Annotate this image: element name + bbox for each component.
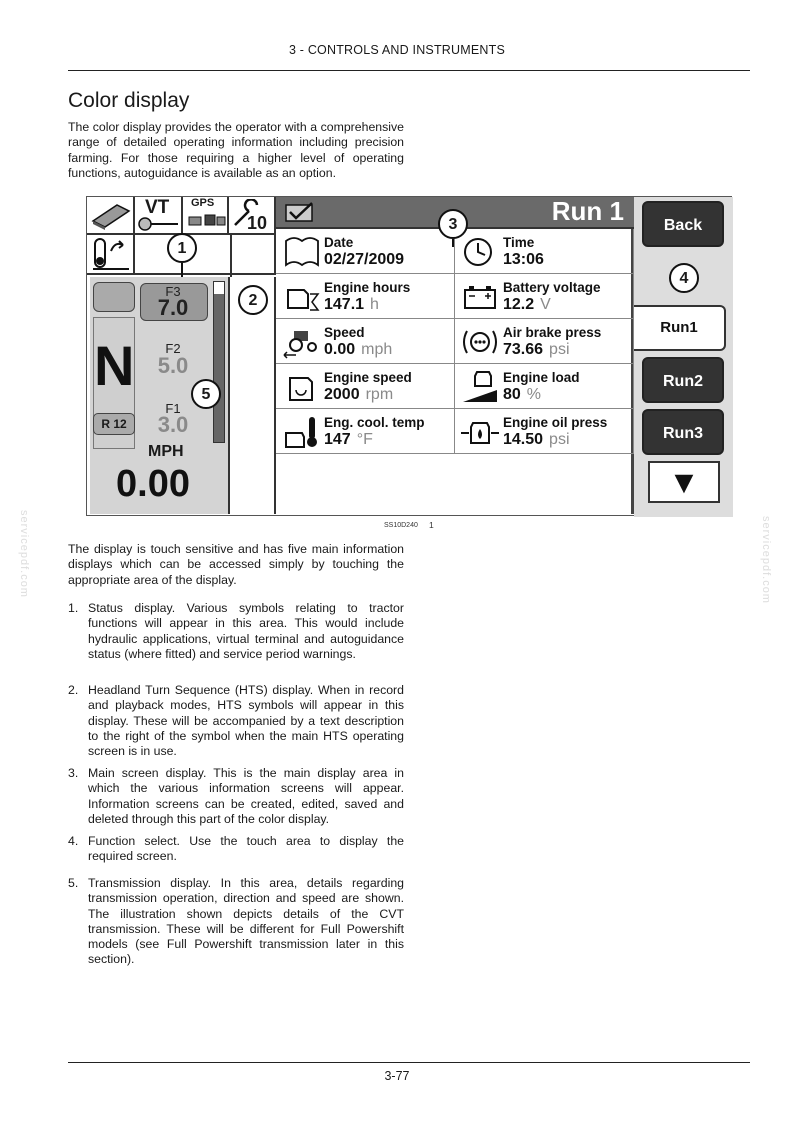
list-item-number: 4.: [68, 834, 79, 848]
status-divider: [230, 235, 232, 277]
info-cell-speed[interactable]: [276, 319, 455, 364]
screen-title: Run 1: [551, 196, 624, 226]
hydraulic-tool-icon: [89, 199, 133, 233]
range-badge: R 12: [93, 413, 135, 435]
run1-tab[interactable]: Run1: [634, 305, 726, 351]
time-label: Time: [503, 235, 535, 250]
oil-pressure-unit: psi: [549, 431, 570, 448]
key-icon: [136, 214, 182, 234]
run2-button[interactable]: Run2: [642, 357, 724, 403]
engine-load-icon: [461, 370, 499, 404]
battery-value: 12.2: [503, 296, 535, 313]
page-number: 3-77: [384, 1069, 410, 1083]
air-brake-label: Air brake press: [503, 325, 602, 340]
engine-hours-label: Engine hours: [324, 280, 411, 295]
list-item: [68, 876, 404, 968]
list-item-text: Transmission display. In this area, details regarding transmission operation, direction and speed are shown. The illustration shown depicts details of the CVT transmission. These will be different for Full Powershift models (see Full Powershift transmission later in this section).: [88, 876, 404, 967]
intro-paragraph: The color display provides the operator with a comprehensive range of detailed operating information including precision farming. For those requiring a higher level of operating functions, autoguidance is available as an option.: [68, 120, 404, 180]
status-cell-hydraulic: [87, 197, 135, 235]
coolant-label: Eng. cool. temp: [324, 415, 425, 430]
callout-1-leader: [181, 263, 183, 277]
engine-speed-icon: [282, 370, 320, 404]
battery-icon: [461, 280, 499, 314]
air-brake-icon: [461, 325, 499, 359]
header-rule: [68, 70, 750, 71]
footer-rule: [68, 1062, 750, 1063]
battery-unit: V: [540, 296, 551, 313]
gear-f2-name: F2: [165, 341, 181, 356]
battery-label: Battery voltage: [503, 280, 601, 295]
info-cell-time[interactable]: [455, 229, 634, 274]
forward-indicator: [93, 282, 135, 312]
figure-number: 1: [429, 520, 434, 530]
status-cell-service: [229, 197, 276, 235]
run3-button[interactable]: Run3: [642, 409, 724, 455]
gps-label: GPS: [191, 197, 215, 209]
speed-bar-fill: [214, 294, 224, 442]
air-brake-value: 73.66: [503, 341, 544, 358]
list-item: [68, 766, 404, 827]
callout-2: 2: [238, 285, 268, 315]
date-label: Date: [324, 235, 354, 250]
callout-3-leader: [452, 239, 454, 247]
engine-hours-unit: h: [370, 296, 379, 313]
info-cell-oil-pressure[interactable]: [455, 409, 634, 454]
gear-f2-value: 5.0: [157, 353, 189, 378]
figure-code: SS10D240: [384, 522, 418, 529]
callout-1: 1: [167, 233, 197, 263]
main-screen-area[interactable]: [276, 229, 634, 514]
info-cell-battery[interactable]: [455, 274, 634, 319]
direction-letter: N: [94, 334, 135, 397]
engine-speed-label: Engine speed: [324, 370, 412, 385]
speed-readout: 0.00: [116, 463, 190, 505]
callout-4: 4: [669, 263, 699, 293]
info-cell-date[interactable]: [276, 229, 455, 274]
engine-speed-value: 2000: [324, 386, 360, 403]
list-item: [68, 683, 404, 759]
coolant-unit: °F: [356, 431, 373, 448]
gear-f1-name: F1: [165, 401, 181, 416]
watermark-left: servicepdf.com: [18, 510, 30, 598]
hitch-lever-icon: [89, 235, 133, 273]
list-item-number: 1.: [68, 601, 79, 615]
engine-load-unit: %: [526, 386, 542, 403]
gear-f3-name: F3: [165, 284, 181, 299]
list-item: [68, 834, 404, 865]
coolant-value: 147: [324, 431, 351, 448]
info-cell-engine-speed[interactable]: [276, 364, 455, 409]
oil-pressure-icon: [461, 415, 499, 449]
vt-label: VT: [145, 197, 170, 218]
info-cell-air-brake[interactable]: [455, 319, 634, 364]
tractor-speed-icon: [282, 325, 320, 359]
gear-f1-value: 3.0: [157, 412, 189, 437]
gear-f3-value: 7.0: [157, 295, 189, 320]
list-item: [68, 601, 404, 662]
satellite-icon: [185, 209, 227, 233]
speed-cell-unit: mph: [361, 341, 393, 358]
info-cell-engine-hours[interactable]: [276, 274, 455, 319]
time-value: 13:06: [503, 251, 544, 268]
callout-3: 3: [438, 209, 468, 239]
section-title: Color display: [68, 89, 190, 112]
function-select-panel: [634, 197, 733, 517]
callout-5: 5: [191, 379, 221, 409]
service-count: 10: [247, 213, 268, 233]
status-cell-vt: [135, 197, 183, 235]
list-item-number: 3.: [68, 766, 79, 780]
list-item-text: Function select. Use the touch area to display the required screen.: [88, 834, 404, 864]
status-cell-hitch: [87, 235, 135, 275]
oil-pressure-label: Engine oil press: [503, 415, 608, 430]
engine-load-value: 80: [503, 386, 521, 403]
color-display-figure: [86, 196, 732, 516]
down-arrow-icon: ▼: [668, 464, 700, 500]
speed-bar: [213, 281, 225, 443]
list-item-text: Main screen display. This is the main display area in which the various information screens will appear. Information screens can be created, edited, saved and deleted through this part of the color display.: [88, 766, 404, 826]
engine-hours-icon: [282, 280, 320, 314]
coolant-temp-icon: [282, 415, 320, 449]
back-button[interactable]: Back: [642, 201, 724, 247]
list-item-text: Status display. Various symbols relating to tractor functions will appear in this area. This would include hydraulic applications, virtual terminal and autoguidance status (where fitted) and service period warnings.: [88, 601, 404, 661]
engine-hours-value: 147.1: [324, 296, 365, 313]
speed-unit: MPH: [148, 443, 184, 460]
clock-icon: [461, 235, 499, 269]
running-header: 3 - CONTROLS AND INSTRUMENTS: [288, 43, 506, 57]
engine-speed-unit: rpm: [365, 386, 394, 403]
list-item-text: Headland Turn Sequence (HTS) display. When in record and playback modes, HTS symbols will appear in this display. These will be accompanied by a text description to the right of the symbol when the main HTS operating screen is in use.: [88, 683, 404, 759]
status-cell-gps: [183, 197, 229, 235]
watermark-right: servicepdf.com: [760, 516, 772, 604]
info-cell-engine-load[interactable]: [455, 364, 634, 409]
air-brake-unit: psi: [549, 341, 570, 358]
list-item-number: 5.: [68, 876, 79, 890]
scroll-down-button[interactable]: [648, 461, 720, 503]
speed-value: 0.00: [324, 341, 356, 358]
date-value: 02/27/2009: [324, 251, 405, 268]
oil-pressure-value: 14.50: [503, 431, 544, 448]
checkbox-icon: [284, 201, 320, 225]
body-paragraph: The display is touch sensitive and has five main information displays which can be accessed simply by touching the appropriate area of the display.: [68, 542, 404, 587]
engine-load-label: Engine load: [503, 370, 580, 385]
speed-label: Speed: [324, 325, 365, 340]
calendar-icon: [282, 235, 320, 269]
list-item-number: 2.: [68, 683, 79, 697]
info-cell-coolant[interactable]: [276, 409, 455, 454]
